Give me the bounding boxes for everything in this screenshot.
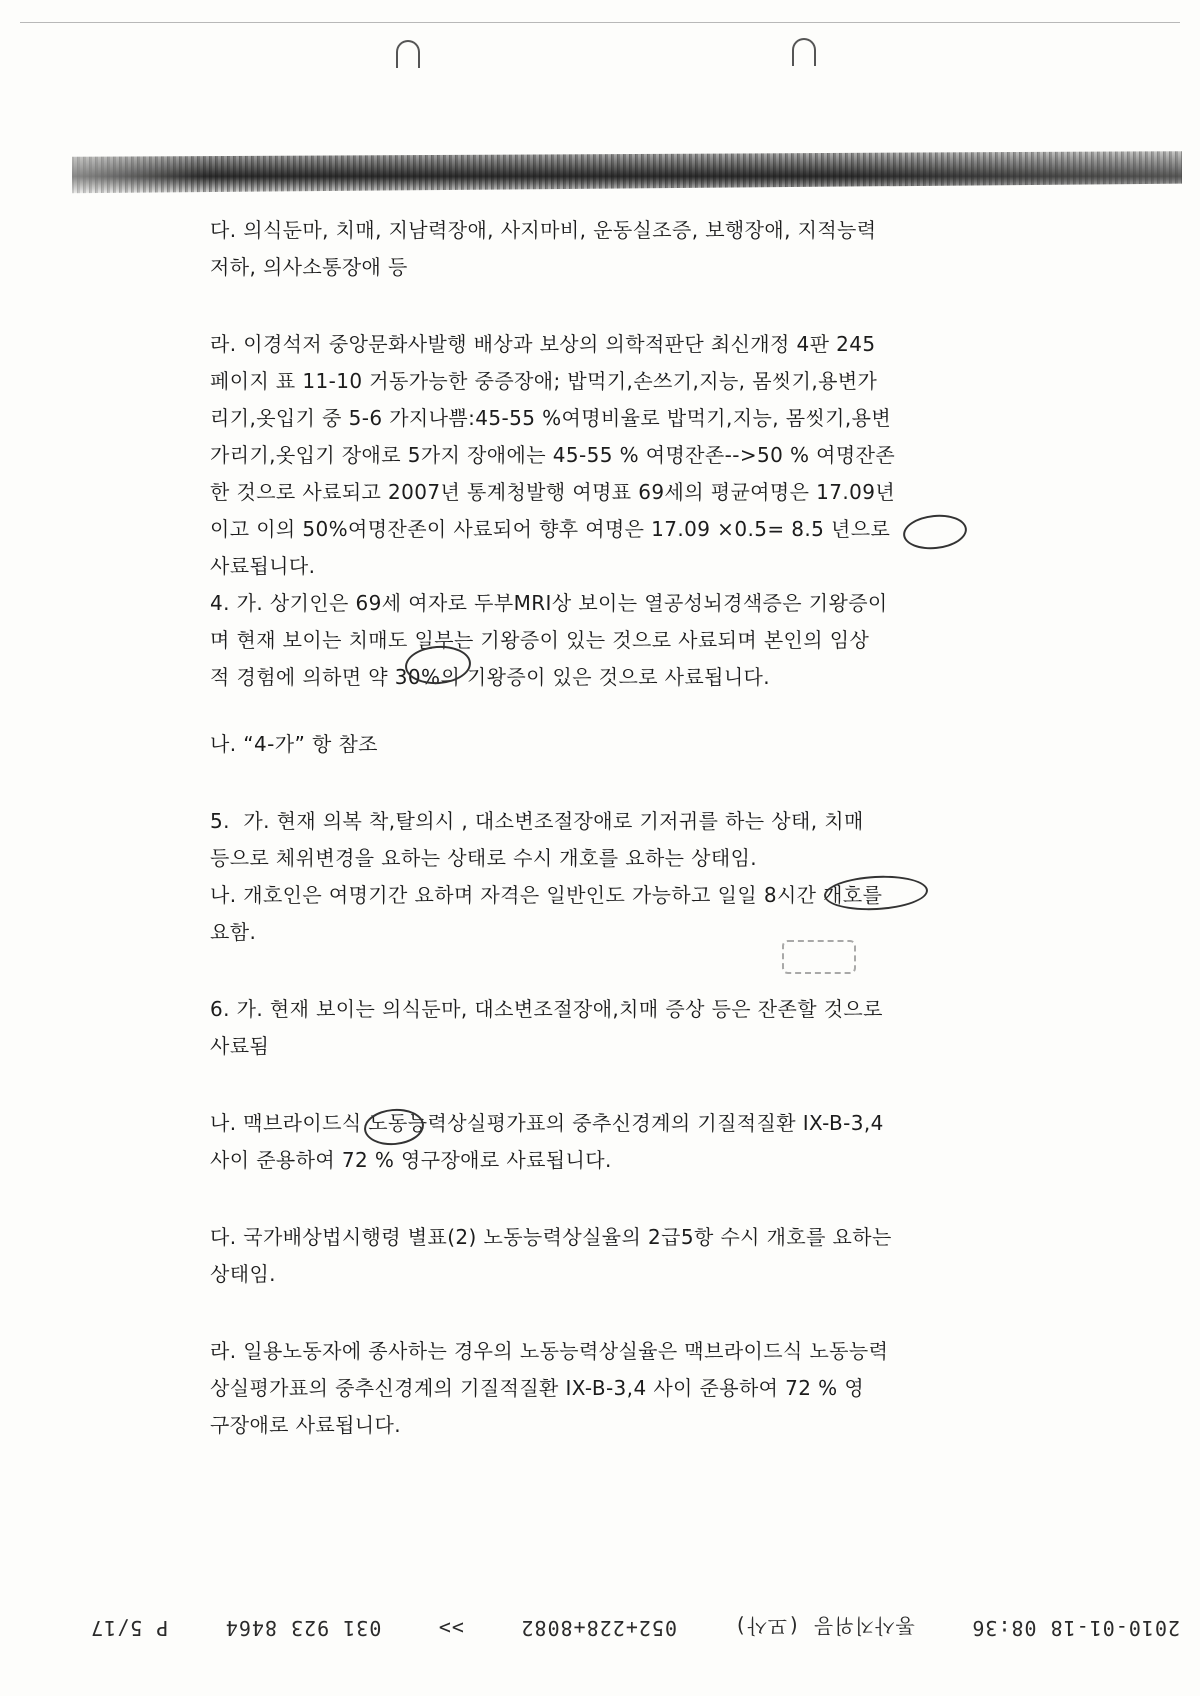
top-rule xyxy=(20,22,1180,23)
fax-page-number: P 5/17 xyxy=(90,1616,169,1640)
paragraph-6-da-national-compensation: 다. 국가배상법시행령 별표(2) 노동능력상실율의 2급5항 수시 개호를 요하는 상태임. xyxy=(210,1225,892,1286)
stamp-mark xyxy=(782,940,856,974)
document-body xyxy=(210,212,1040,1444)
paragraph-5-na-caregiver: 나. 개호인은 여명기간 요하며 자격은 일반인도 가능하고 일일 8시간 개호를 요함. xyxy=(210,883,883,944)
fax-header-inverted xyxy=(90,1608,1180,1648)
fax-sender: 통사지위믕 (모사) xyxy=(733,1614,915,1639)
fax-from-number: 052+228+8082 xyxy=(520,1616,677,1640)
fax-arrow: >> xyxy=(437,1616,464,1640)
paragraph-ra-life-expectancy: 라. 이경석저 중앙문화사발행 배상과 보상의 의학적판단 최신개정 4판 245 페이지 표 11-10 거동가능한 중증장애; 밥먹기,손쓰기,지능, 몸씻기,용변가 리기,옷입기 중 5-6 가지나쁨:45-55 %여명비율로 밥먹기,지능, 몸씻기,용변 가리기,옷입기 장애로 5가지 장애에는 45-55 % 여명잔존-->50 % 여명잔존 한 것으로 사료되고 2007년 통계청발행 여명표 69세의 평균여명은 17.09년 이고 이의 50%여명잔존이 사료되어 향후 여명은 17.09 ×0.5= 8.5 년으로 사료됩니다. xyxy=(210,332,896,578)
paragraph-6-ra-day-laborer: 라. 일용노동자에 종사하는 경우의 노동능력상실율은 맥브라이드식 노동능력 상실평가표의 중추신경계의 기질적질환 IX-B-3,4 사이 준용하여 72 % 영 구장애로 사료됩니다. xyxy=(210,1339,889,1437)
fax-to-number: 031 923 8464 xyxy=(224,1616,382,1640)
fax-timestamp: 2010-01-18 08:36 xyxy=(971,1616,1180,1640)
paragraph-6-ga-residual: 6. 가. 현재 보이는 의식둔마, 대소변조절장애,치매 증상 등은 잔존할 것으로 사료됨 xyxy=(210,997,883,1058)
punch-hole-right xyxy=(792,38,816,66)
punch-hole-left xyxy=(396,40,420,68)
paragraph-5-ga-care-state: 5. 가. 현재 의복 착,탈의시 , 대소변조절장애로 기저귀를 하는 상태, 치매 등으로 체위변경을 요하는 상태로 수시 개호를 요하는 상태임. xyxy=(210,809,864,870)
paragraph-6-na-disability-rate: 나. 맥브라이드식 노동능력상실평가표의 중추신경계의 기질적질환 IX-B-3,4 사이 준용하여 72 % 영구장애로 사료됩니다. xyxy=(210,1111,884,1172)
paragraph-4-ga-preexisting: 4. 가. 상기인은 69세 여자로 두부MRI상 보이는 열공성뇌경색증은 기왕증이 며 현재 보이는 치매도 일부는 기왕증이 있는 것으로 사료되며 본인의 임상 적 경험에 의하면 약 30%의 기왕증이 있은 것으로 사료됩니다. xyxy=(210,591,888,689)
scan-noise-band xyxy=(72,140,1182,196)
paragraph-4-na-reference: 나. “4-가” 항 참조 xyxy=(210,732,378,756)
paragraph-da-symptoms: 다. 의식둔마, 치매, 지남력장애, 사지마비, 운동실조증, 보행장애, 지적능력 저하, 의사소통장애 등 xyxy=(210,218,877,279)
